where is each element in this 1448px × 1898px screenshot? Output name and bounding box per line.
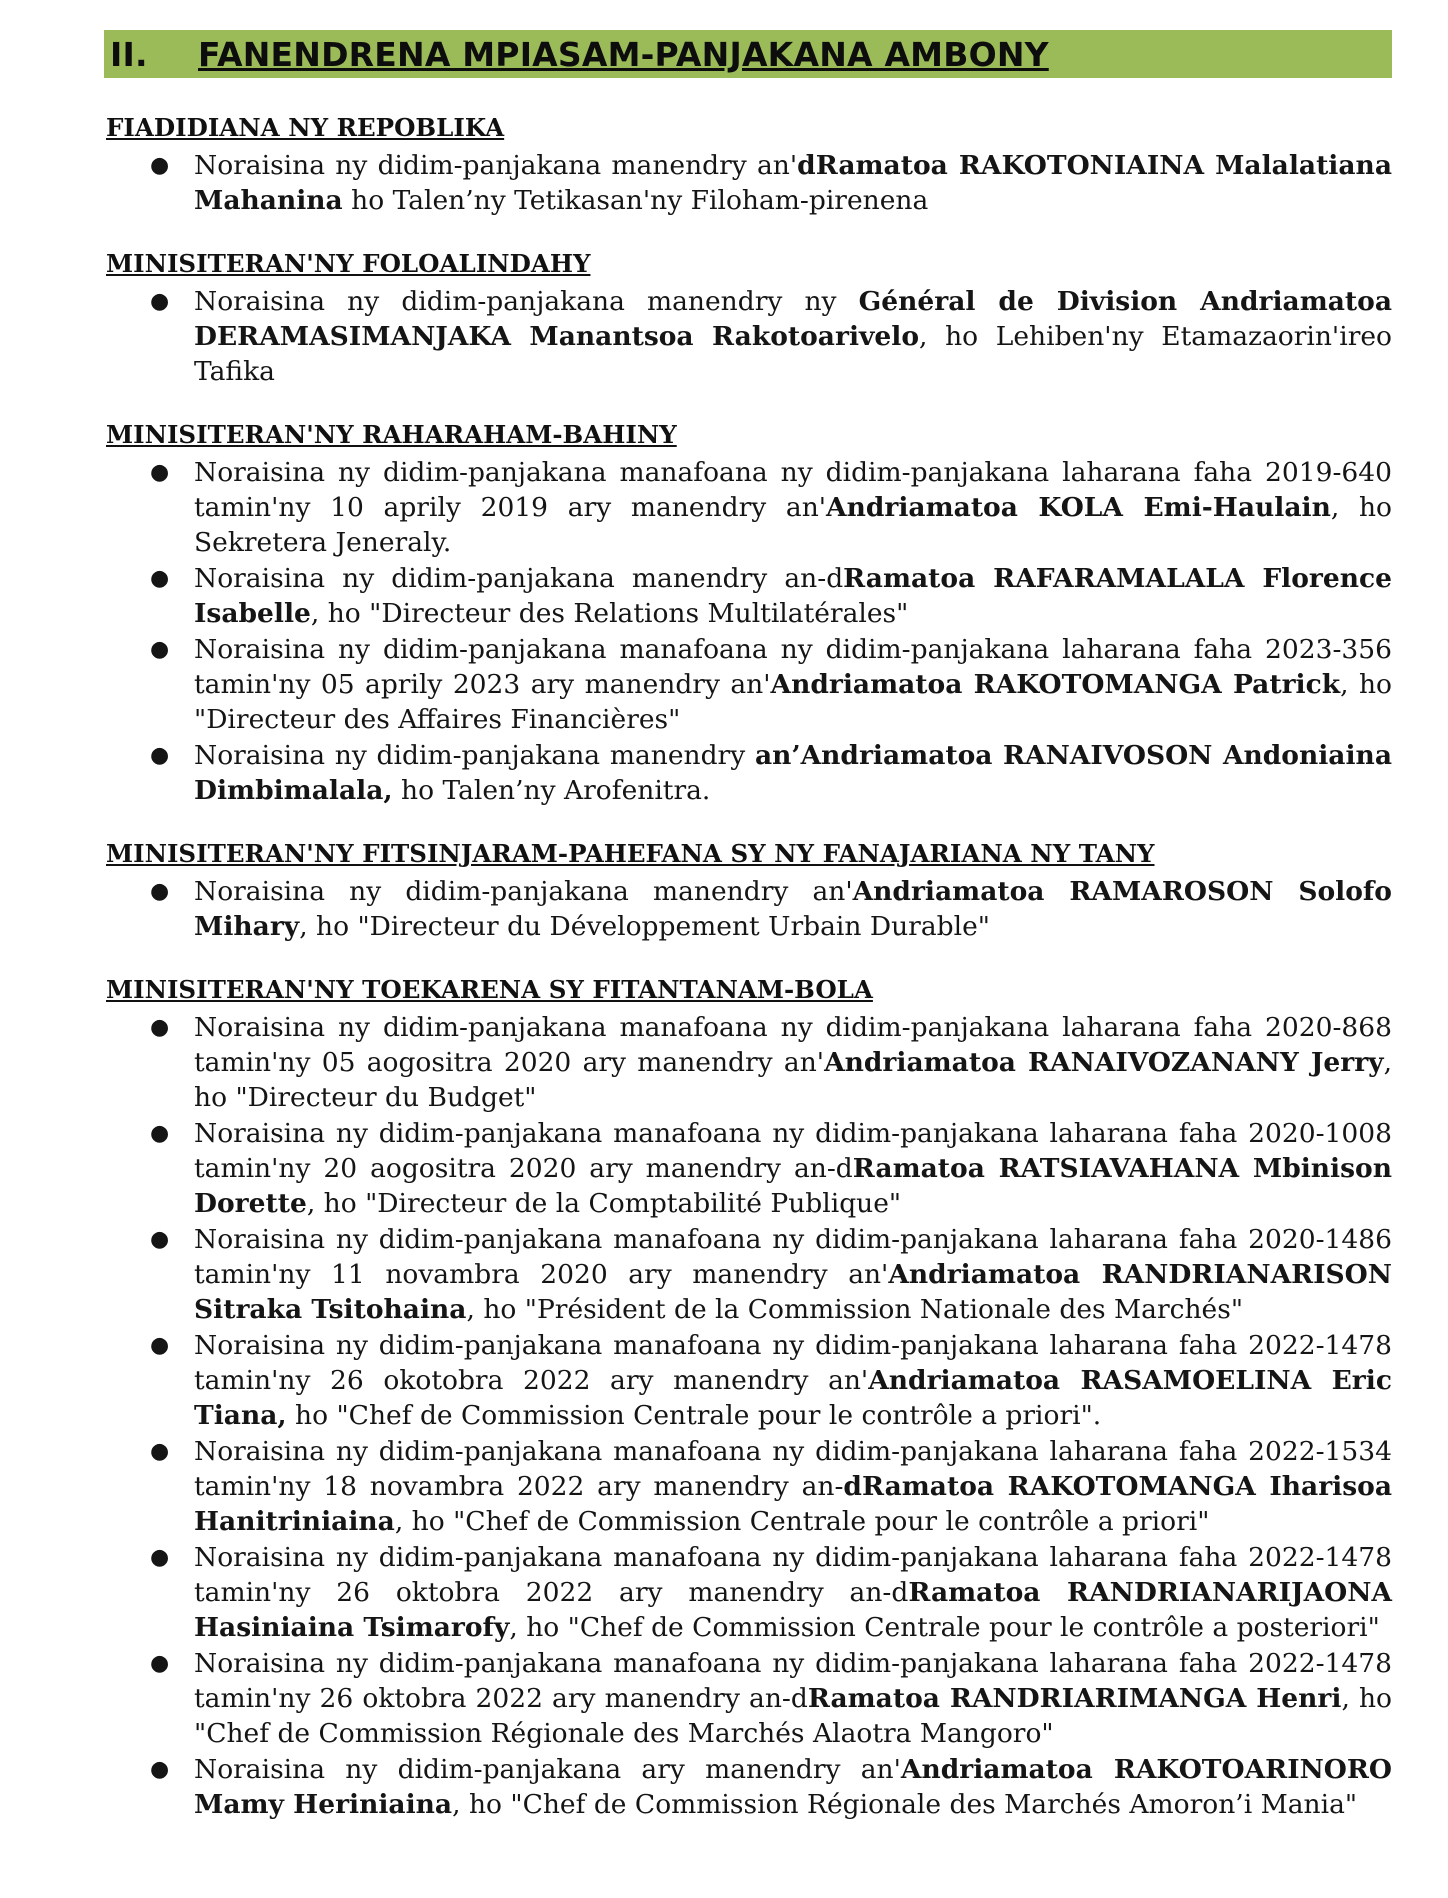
appointment-text-before: Noraisina ny didim-panjakana manafoana ny didim-panjakana laharana faha 2020-1008 tamin'ny 20 aogositra 2020 ary manendry an-d [194, 1118, 1392, 1184]
appointment-item [104, 455, 1392, 560]
appointment-text-before: Noraisina ny didim-panjakana manendry an' [194, 876, 853, 907]
appointee-name: Ramatoa RANDRIANARIJAONA Hasiniaina Tsimarofy [194, 1577, 1392, 1643]
appointee-name: Andriamatoa RANDRIANARISON Sitraka Tsitohaina [194, 1259, 1392, 1325]
appointment-text-after: , ho "Directeur de la Comptabilité Publique" [306, 1188, 902, 1219]
appointment-item [104, 1540, 1392, 1645]
appointment-list [104, 148, 1392, 218]
bullet-icon: ● [150, 1121, 170, 1146]
appointment-text-after: , ho "Directeur du Développement Urbain Durable" [299, 911, 990, 942]
appointment-text-before: Noraisina ny didim-panjakana manendry ny [194, 286, 859, 317]
bullet-icon: ● [150, 1015, 170, 1040]
section-header-number: II. [110, 34, 148, 74]
appointment-list [104, 1010, 1392, 1822]
appointment-text-before: Noraisina ny didim-panjakana manafoana ny didim-panjakana laharana faha 2020-1486 tamin'ny 11 novambra 2020 ary manendry an' [194, 1224, 1392, 1290]
section-header-text: FANENDRENA MPIASAM-PANJAKANA AMBONY [198, 34, 1049, 74]
appointment-item [104, 284, 1392, 389]
bullet-icon: ● [150, 1439, 170, 1464]
appointee-name: Andriamatoa RAKOTOMANGA Patrick [770, 669, 1341, 700]
appointment-text-before: Noraisina ny didim-panjakana manafoana ny didim-panjakana laharana faha 2022-1534 tamin'ny 18 novambra 2022 ary manendry an- [194, 1436, 1392, 1502]
ministry-title: MINISITERAN'NY TOEKARENA SY FITANTANAM-BOLA [106, 975, 873, 1004]
appointment-text-before: Noraisina ny didim-panjakana manafoana ny didim-panjakana laharana faha 2022-1478 tamin'ny 26 okotobra 2022 ary manendry an' [194, 1330, 1392, 1396]
appointment-item [104, 738, 1392, 808]
bullet-icon: ● [150, 460, 170, 485]
section-header-title [110, 35, 1049, 74]
appointee-name: Ramatoa RATSIAVAHANA Mbinison Dorette [194, 1153, 1392, 1219]
appointee-name: Ramatoa RAFARAMALALA Florence Isabelle [194, 563, 1393, 629]
appointment-item [104, 1222, 1392, 1327]
appointment-item [104, 1010, 1392, 1115]
appointment-text-before: Noraisina ny didim-panjakana manafoana ny didim-panjakana laharana faha 2022-1478 tamin'ny 26 oktobra 2022 ary manendry an-d [194, 1542, 1392, 1608]
appointment-list [104, 284, 1392, 389]
appointment-item [104, 561, 1392, 631]
appointment-text-after: ho Talen’ny Arofenitra. [392, 775, 711, 806]
appointment-text-after: , ho "Chef de Commission Régionale des Marchés Alaotra Mangoro" [194, 1683, 1393, 1749]
appointment-text-after: ho "Chef de Commission Centrale pour le contrôle a priori". [286, 1400, 1102, 1431]
appointment-text-after: , ho Sekretera Jeneraly. [194, 492, 1392, 558]
appointment-item [104, 1434, 1392, 1539]
appointment-text-after: , ho "Directeur des Affaires Financières" [194, 669, 1392, 735]
bullet-icon: ● [150, 153, 170, 178]
appointee-name: Andriamatoa RAMAROSON Solofo Mihary [194, 876, 1392, 942]
bullet-icon: ● [150, 743, 170, 768]
appointment-text-before: Noraisina ny didim-panjakana ary manendry an' [194, 1754, 901, 1785]
bullet-icon: ● [150, 879, 170, 904]
appointment-text-before: Noraisina ny didim-panjakana manendry [194, 740, 755, 771]
appointee-name: Général de Division Andriamatoa DERAMASIMANJAKA Manantsoa Rakotoarivelo [194, 286, 1392, 352]
appointment-text-after: ho Talen’ny Tetikasan'ny Filoham-pirenena [342, 185, 929, 216]
appointment-item [104, 874, 1392, 944]
appointment-text-after: , ho "Chef de Commission Régionale des Marchés Amoron’i Mania" [452, 1789, 1358, 1820]
appointee-name: Andriamatoa RAKOTOARINORO Mamy Heriniaina [194, 1754, 1393, 1820]
ministry-title: FIADIDIANA NY REPOBLIKA [106, 113, 505, 142]
bullet-icon: ● [150, 1651, 170, 1676]
ministry-section [104, 419, 1392, 808]
appointee-name: an’Andriamatoa RANAIVOSON Andoniaina Dimbimalala, [194, 740, 1392, 806]
appointment-item [104, 1646, 1392, 1751]
appointment-item [104, 632, 1392, 737]
ministry-section [104, 248, 1392, 389]
appointment-text-before: Noraisina ny didim-panjakana manendry an' [194, 150, 798, 181]
bullet-icon: ● [150, 1757, 170, 1782]
appointment-item [104, 1116, 1392, 1221]
appointment-list [104, 455, 1392, 808]
bullet-icon: ● [150, 1333, 170, 1358]
appointee-name: dRamatoa RAKOTOMANGA Iharisoa Hanitriniaina [194, 1471, 1392, 1537]
appointment-text-before: Noraisina ny didim-panjakana manendry an-d [194, 563, 844, 594]
appointee-name: Andriamatoa KOLA Emi-Haulain [826, 492, 1331, 523]
ministry-sections [104, 112, 1392, 1822]
appointment-text-before: Noraisina ny didim-panjakana manafoana ny didim-panjakana laharana faha 2022-1478 tamin'ny 26 oktobra 2022 ary manendry an-d [194, 1648, 1392, 1714]
ministry-title: MINISITERAN'NY FITSINJARAM-PAHEFANA SY NY FANAJARIANA NY TANY [106, 839, 1155, 868]
bullet-icon: ● [150, 289, 170, 314]
appointment-text-before: Noraisina ny didim-panjakana manafoana ny didim-panjakana laharana faha 2019-640 tamin'ny 10 aprily 2019 ary manendry an' [194, 457, 1392, 523]
appointment-text-before: Noraisina ny didim-panjakana manafoana ny didim-panjakana laharana faha 2020-868 tamin'ny 05 aogositra 2020 ary manendry an' [194, 1012, 1392, 1078]
ministry-section [104, 974, 1392, 1822]
appointee-name: Andriamatoa RASAMOELINA Eric Tiana, [194, 1365, 1392, 1431]
appointment-text-after: , ho Lehiben'ny Etamazaorin'ireo Tafika [194, 321, 1392, 387]
ministry-section [104, 838, 1392, 944]
appointment-text-before: Noraisina ny didim-panjakana manafoana ny didim-panjakana laharana faha 2023-356 tamin'ny 05 aprily 2023 ary manendry an' [194, 634, 1392, 700]
appointment-text-after: , ho "Chef de Commission Centrale pour le contrôle a priori" [394, 1506, 1210, 1537]
bullet-icon: ● [150, 566, 170, 591]
appointment-item [104, 1328, 1392, 1433]
appointment-text-after: , ho "Chef de Commission Centrale pour le contrôle a posteriori" [509, 1612, 1380, 1643]
appointment-item [104, 148, 1392, 218]
ministry-title: MINISITERAN'NY RAHARAHAM-BAHINY [106, 420, 677, 449]
bullet-icon: ● [150, 1545, 170, 1570]
appointment-text-after: , ho "Directeur du Budget" [194, 1047, 1392, 1113]
appointment-item [104, 1752, 1392, 1822]
appointment-list [104, 874, 1392, 944]
appointee-name: Andriamatoa RANAIVOZANANY Jerry [824, 1047, 1384, 1078]
bullet-icon: ● [150, 1227, 170, 1252]
bullet-icon: ● [150, 637, 170, 662]
ministry-title: MINISITERAN'NY FOLOALINDAHY [106, 249, 591, 278]
ministry-section [104, 112, 1392, 218]
appointment-text-after: , ho "Président de la Commission Nationale des Marchés" [466, 1294, 1244, 1325]
appointment-text-after: , ho "Directeur des Relations Multilatérales" [310, 598, 909, 629]
appointee-name: Ramatoa RANDRIARIMANGA Henri [807, 1683, 1342, 1714]
section-header-banner [104, 30, 1392, 78]
appointee-name: dRamatoa RAKOTONIAINA Malalatiana Mahanina [194, 150, 1392, 216]
